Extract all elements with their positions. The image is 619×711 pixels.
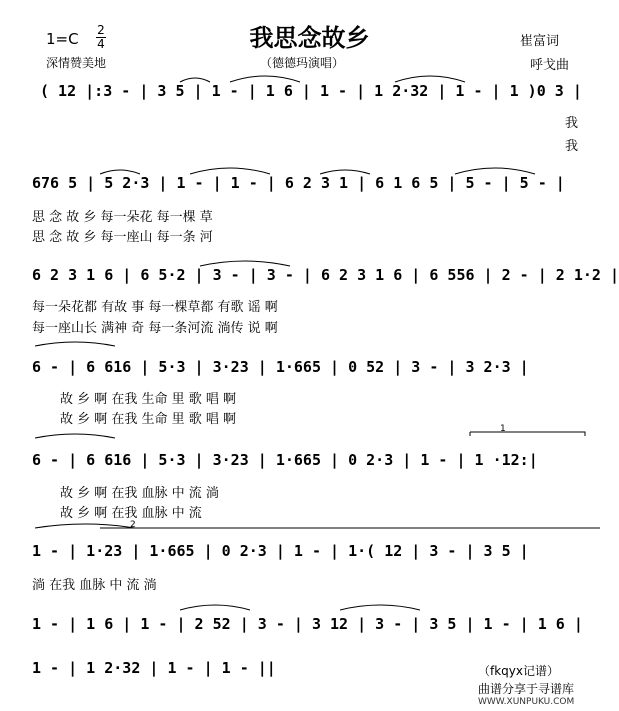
staff-row-3: 6 2 3 1 6 | 6 5·2 | 3 - | 3 - | 6 2 3 1 6 | 6 556 | 2 - | 2 1·2 | bbox=[32, 266, 619, 284]
lyric-row-5-v1: 故 乡 啊 在我 血脉 中 流 淌 bbox=[60, 486, 219, 501]
staff-row-8: 1 - | 1 2·32 | 1 - | 1 - || bbox=[32, 659, 276, 677]
slur bbox=[35, 434, 115, 438]
slur bbox=[340, 605, 420, 610]
lyric-row-1-v1: 我 bbox=[565, 116, 579, 131]
staff-row-1: ( 12 |:3 - | 3 5 | 1 - | 1 6 | 1 - | 1 2·32 | 1 - | 1 )0 3 | bbox=[40, 82, 582, 100]
slur bbox=[100, 170, 140, 174]
staff-row-5: 6 - | 6 616 | 5·3 | 3·23 | 1·665 | 0 2·3 | 1 - | 1 ·12:| bbox=[32, 451, 538, 469]
lyric-row-4-v2: 故 乡 啊 在我 生命 里 歌 唱 啊 bbox=[60, 412, 237, 427]
slur bbox=[180, 78, 210, 82]
slur bbox=[320, 170, 370, 174]
slur bbox=[200, 261, 290, 266]
slur bbox=[230, 76, 300, 82]
volta-bracket bbox=[470, 432, 585, 436]
time-bottom: 4 bbox=[97, 37, 105, 51]
expression-mark: 深情赞美地 bbox=[46, 56, 107, 70]
staff-row-6: 1 - | 1·23 | 1·665 | 0 2·3 | 1 - | 1·( 12 | 3 - | 3 5 | bbox=[32, 542, 529, 560]
lyric-row-2-v1: 思 念 故 乡 每一朵花 每一棵 草 bbox=[32, 210, 213, 225]
slur bbox=[35, 524, 135, 528]
lyric-row-3-v1: 每一朵花都 有故 事 每一棵草都 有歌 谣 啊 bbox=[32, 300, 278, 315]
slur bbox=[35, 342, 115, 346]
staff-row-7: 1 - | 1 6 | 1 - | 2 52 | 3 - | 3 12 | 3 - | 3 5 | 1 - | 1 6 | bbox=[32, 615, 583, 633]
slur bbox=[455, 168, 535, 174]
staff-row-2: 676 5 | 5 2·3 | 1 - | 1 - | 6 2 3 1 | 6 1 6 5 | 5 - | 5 - | bbox=[32, 174, 565, 192]
time-top: 2 bbox=[97, 23, 105, 37]
slur bbox=[180, 605, 250, 610]
volta-2-label: 2 bbox=[130, 520, 136, 530]
transcriber-credit: （fkqyx记谱） bbox=[478, 664, 559, 678]
lyric-row-6-v1: 淌 在我 血脉 中 流 淌 bbox=[32, 578, 157, 593]
lyric-row-1-v2: 我 bbox=[565, 139, 579, 154]
site-credit: 曲谱分享于寻谱库 bbox=[478, 682, 575, 696]
site-url: WWW.XUNPUKU.COM bbox=[478, 697, 575, 707]
lyric-row-3-v2: 每一座山长 满神 奇 每一条河流 淌传 说 啊 bbox=[32, 321, 278, 336]
composer-credit: 呼戈曲 bbox=[530, 58, 570, 73]
slur bbox=[190, 168, 270, 174]
key-signature: 1=C bbox=[46, 30, 79, 48]
song-title: 我思念故乡 bbox=[249, 24, 370, 52]
lyric-row-4-v1: 故 乡 啊 在我 生命 里 歌 唱 啊 bbox=[60, 392, 237, 407]
lyric-row-5-v2: 故 乡 啊 在我 血脉 中 流 bbox=[60, 506, 202, 521]
slur bbox=[395, 76, 465, 82]
singer-credit: （德德玛演唱） bbox=[260, 56, 345, 70]
volta-1-label: 1 bbox=[500, 424, 506, 434]
staff-row-4: 6 - | 6 616 | 5·3 | 3·23 | 1·665 | 0 52 | 3 - | 3 2·3 | bbox=[32, 358, 529, 376]
lyricist-credit: 崔富词 bbox=[520, 34, 560, 49]
lyric-row-2-v2: 思 念 故 乡 每一座山 每一条 河 bbox=[32, 230, 213, 245]
